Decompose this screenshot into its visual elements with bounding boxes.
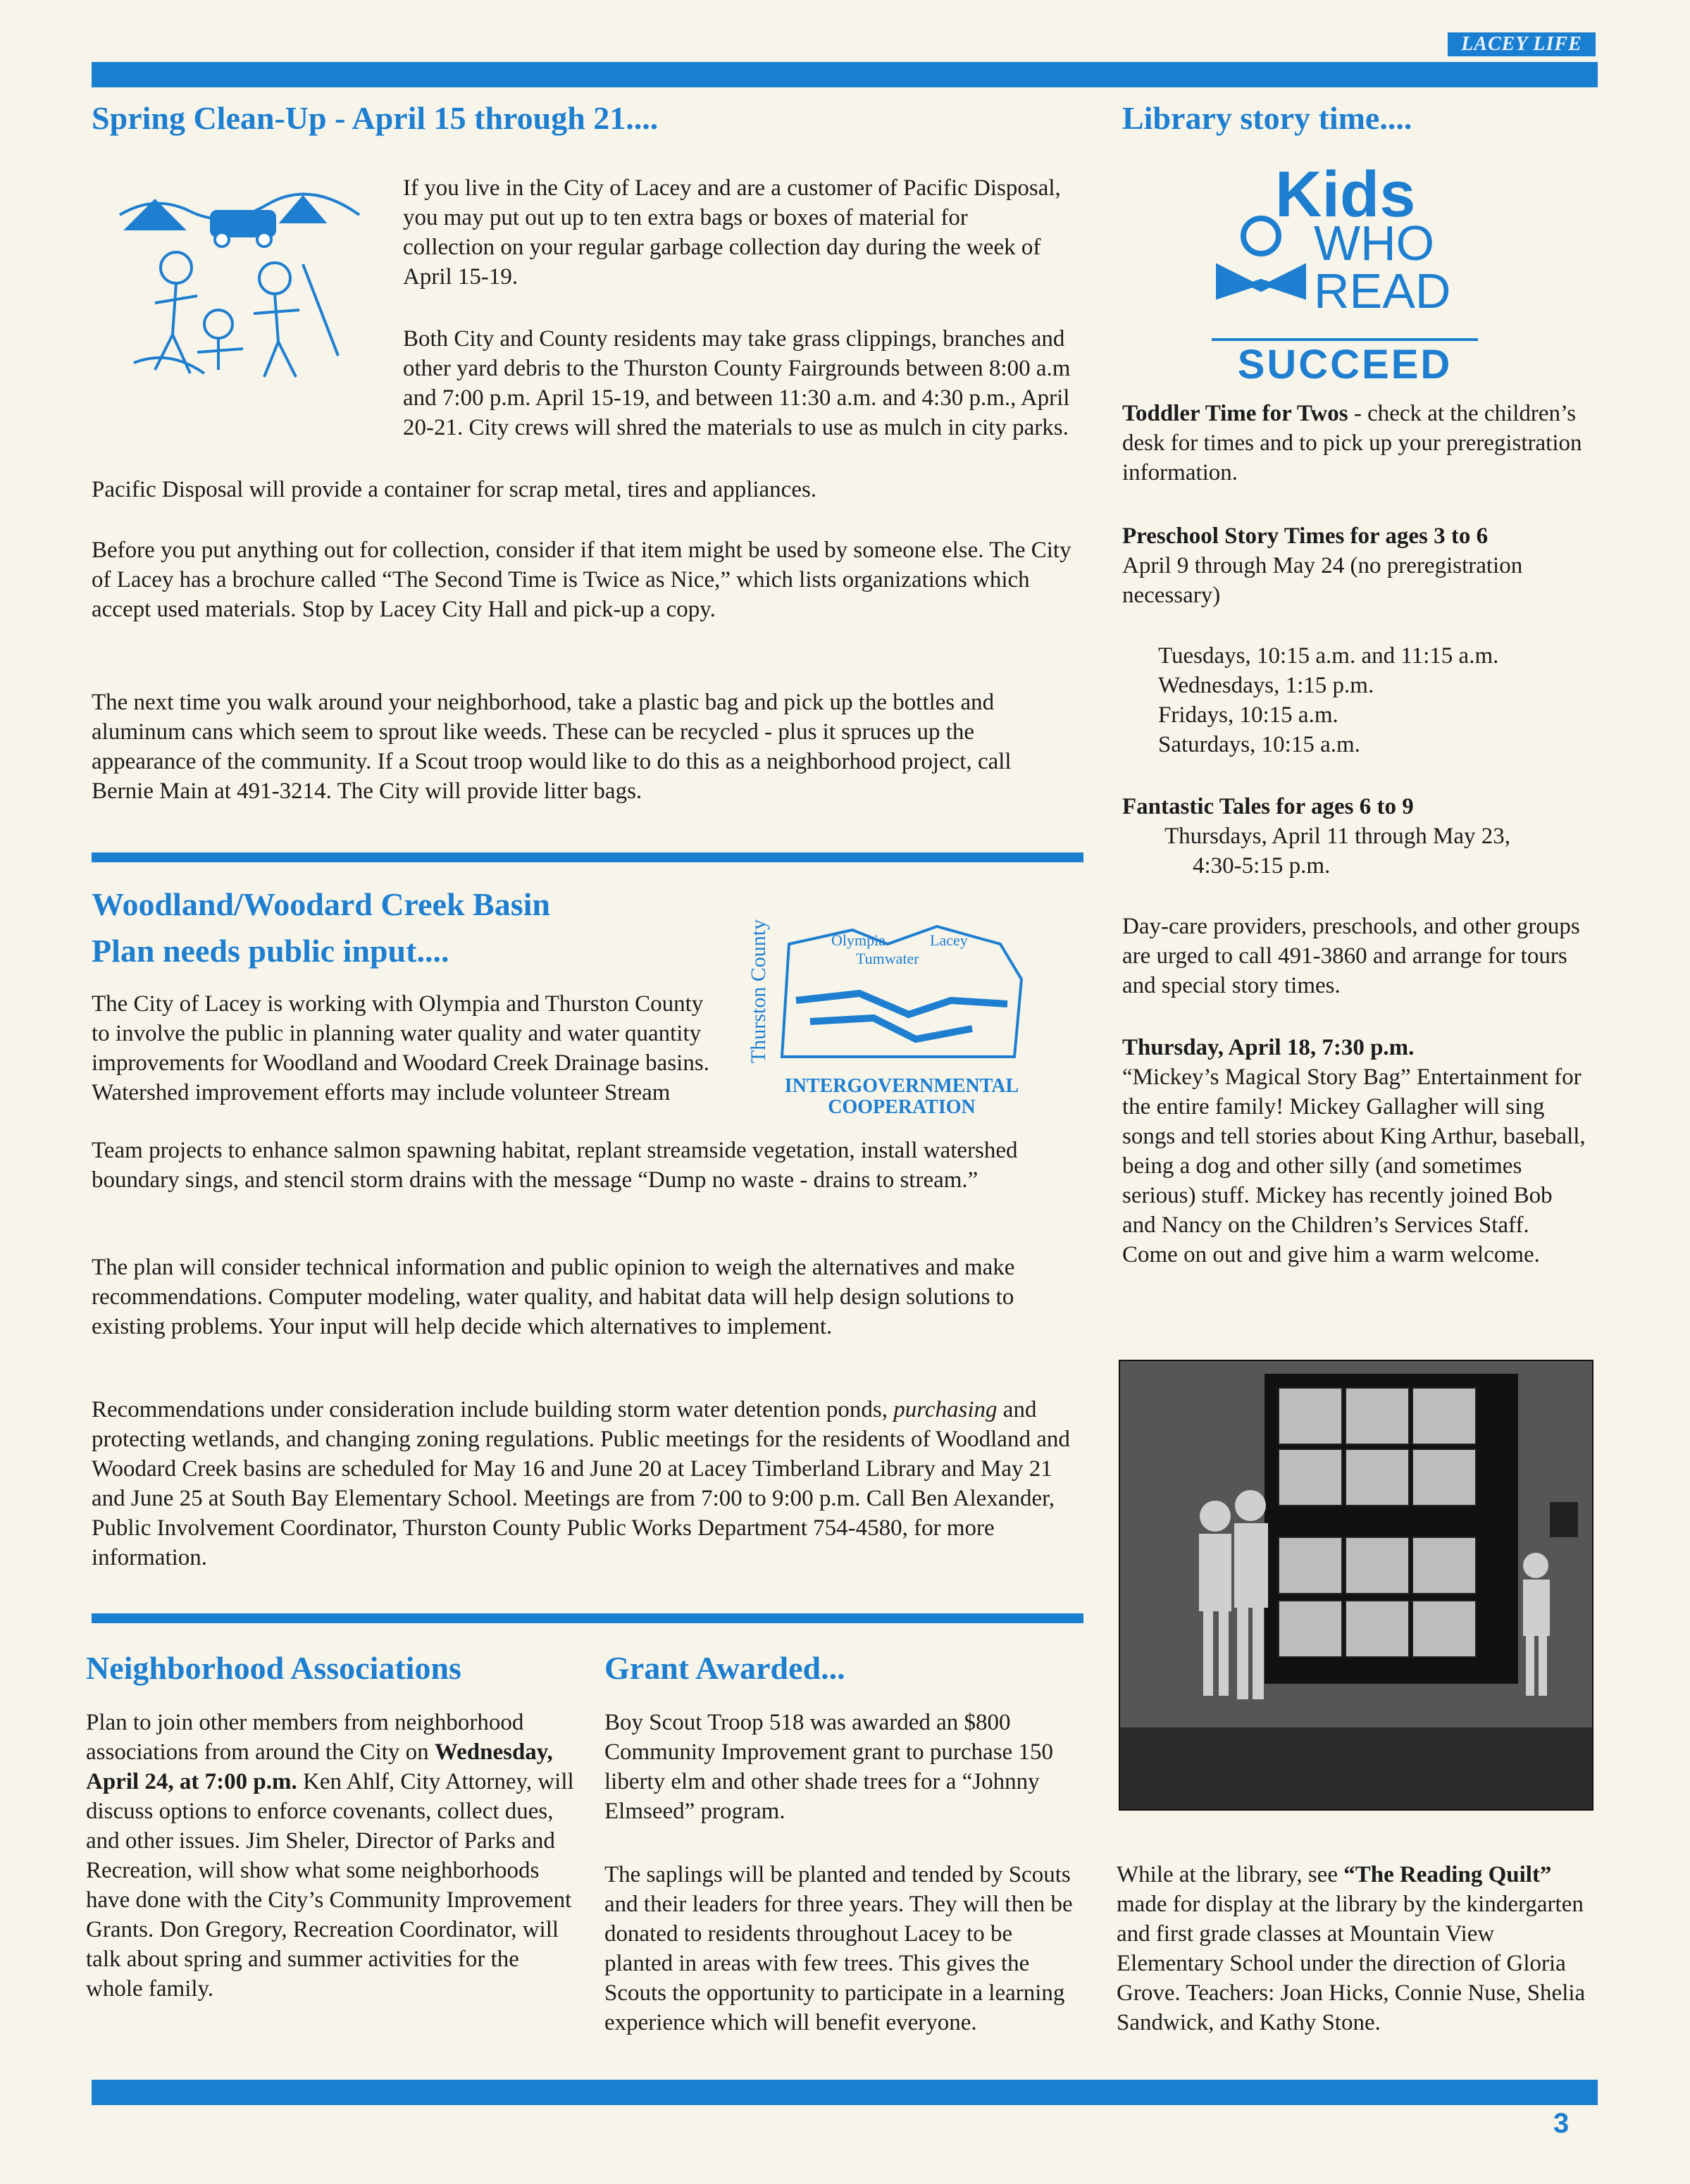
preschool-story-times bbox=[1122, 521, 1587, 610]
reading-quilt-illustration bbox=[1120, 1361, 1592, 1809]
woodland-paragraph-3-end: and protecting wetlands, and changing zoning regulations. Public meetings for the residents of Woodland and Woodard Creek basins are scheduled for May 16 and June 20 at Lacey Timberland Library and May 21 and June 25 at South Bay Elementary School. Meetings are from 7:00 to 9:00 p.m. Call Ben Alexander, Public Involvement Coordinator, Thurston County Public Works Department 754-4580, for more information. bbox=[92, 1397, 1070, 1570]
spring-cleanup-paragraph-3: Before you put anything out for collection, consider if that item might be used by someone else. The City of Lacey has a brochure called “The Second Time is Twice as Nice,” which lists organizations which accept used materials. Stop by Lacey City Hall and pick-up a copy. bbox=[92, 538, 1071, 622]
spring-cleanup-paragraph-2: Both City and County residents may take grass clippings, branches and other yard debris to the Thurston County Fairgrounds between 8:00 a.m and 7:00 p.m. April 15-19, and between 11:30 a.m. and 4:30 p.m., April 20-21. City crews will shred the materials to use as mulch in city parks. bbox=[403, 326, 1071, 440]
neighborhood-paragraph-end: Ken Ahlf, City Attorney, will discuss options to enforce covenants, collect dues, and other issues. Jim Sheler, Director of Parks and Recreation, will show what some neighborhoods have done with the City’s Community Improvement Grants. Don Gregory, Recreation Coordinator, will talk about spring and summer activities for the whole family. bbox=[86, 1769, 574, 2002]
logo-caption-2: COOPERATION bbox=[828, 1096, 976, 1118]
grant-paragraph-2: The saplings will be planted and tended by Scouts and their leaders for three years. They will then be donated to residents throughout Lacey to be planted in areas with few trees. This gives the Scouts the opportunity to participate in a learning experience which will benefit everyone. bbox=[604, 1862, 1073, 2035]
logo-city-lacey: Lacey bbox=[930, 931, 968, 949]
logo-who: WHO bbox=[1314, 216, 1435, 271]
preschool-schedule bbox=[1158, 641, 1498, 759]
mickey-event-text: “Mickey’s Magical Story Bag” Entertainment for the entire family! Mickey Gallagher will sing songs and tell stories about King Arthur, baseball, being a dog and other silly (and sometimes serious) stuff. Mickey has recently joined Bob and Nancy on the Children’s Services Staff. Come on out and give him a warm welcome. bbox=[1122, 1065, 1586, 1267]
spring-cleanup-paragraph-2-tail: Pacific Disposal will provide a container for scrap metal, tires and appliances. bbox=[92, 477, 817, 502]
neighborhood-title: Neighborhood Associations bbox=[86, 1650, 461, 1686]
daycare-paragraph: Day-care providers, preschools, and other groups are urged to call 491-3860 and arrange for tours and special story times. bbox=[1122, 914, 1580, 998]
logo-kids: Kids bbox=[1275, 159, 1416, 230]
preschool-text: April 9 through May 24 (no preregistration necessary) bbox=[1122, 553, 1523, 608]
page-number: 3 bbox=[1553, 2108, 1570, 2139]
top-rule bbox=[92, 62, 1598, 87]
spring-cleanup-title: Spring Clean-Up - April 15 through 21.... bbox=[92, 100, 659, 136]
grant-title: Grant Awarded... bbox=[604, 1650, 845, 1686]
spring-cleanup-paragraph-1: If you live in the City of Lacey and are a customer of Pacific Disposal, you may put out up to ten extra bags or boxes of material for collection on your regular garbage collection day during the week of April 15-19. bbox=[403, 175, 1061, 290]
logo-read: READ bbox=[1314, 263, 1451, 318]
library-title: Library story time.... bbox=[1122, 100, 1412, 136]
logo-rule bbox=[1212, 338, 1478, 341]
masthead: LACEY LIFE bbox=[1448, 32, 1596, 56]
woodland-paragraph-1-tail: Team projects to enhance salmon spawning habitat, replant streamside vegetation, install watershed boundary sings, and stencil storm drains with the message “Dump no waste - drains to stream.” bbox=[92, 1138, 1018, 1193]
fantastic-tales bbox=[1122, 792, 1587, 881]
cleanup-illustration bbox=[113, 173, 366, 384]
toddler-time-title: Toddler Time for Twos bbox=[1122, 401, 1348, 426]
woodland-title-line-1: Woodland/Woodard Creek Basin bbox=[92, 886, 550, 922]
spring-cleanup-paragraph-4: The next time you walk around your neighborhood, take a plastic bag and pick up the bottles and aluminum cans which seem to sprout like weeds. These can be recycled - plus it spruces up the appearance of the community. If a Scout troop would like to do this as a neighborhood project, call Bernie Main at 491-3214. The City will provide litter bags. bbox=[92, 690, 1012, 804]
schedule-saturdays: Saturdays, 10:15 a.m. bbox=[1158, 732, 1360, 757]
section-rule-1 bbox=[92, 852, 1083, 862]
bottom-rule bbox=[92, 2080, 1598, 2105]
reading-quilt-caption bbox=[1117, 1860, 1596, 2037]
mickey-event-date: Thursday, April 18, 7:30 p.m. bbox=[1122, 1035, 1415, 1060]
woodland-paragraph-3-italic: purchasing bbox=[893, 1397, 998, 1422]
grant-paragraph-1: Boy Scout Troop 518 was awarded an $800 Community Improvement grant to purchase 150 liberty elm and other shade trees for a “Johnny Elmseed” program. bbox=[604, 1710, 1053, 1824]
woodland-title-line-2: Plan needs public input.... bbox=[92, 933, 449, 969]
logo-caption-1: INTERGOVERNMENTAL bbox=[784, 1075, 1019, 1097]
schedule-fridays: Fridays, 10:15 a.m. bbox=[1158, 702, 1338, 728]
woodland-paragraph-1: The City of Lacey is working with Olympia and Thurston County to involve the public in planning water quality and water quantity improvements for Woodland and Woodard Creek Drainage basins. Watershed improvement efforts may include volunteer Stream bbox=[92, 991, 709, 1105]
logo-succeed: SUCCEED bbox=[1237, 342, 1453, 387]
woodland-paragraph-2: The plan will consider technical information and public opinion to weigh the alternatives and make recommendations. Computer modeling, water quality, and habitat data will help design solutions to existing problems. Your input will help decide which alternatives to implement. bbox=[92, 1255, 1015, 1339]
reading-quilt-title: “The Reading Quilt” bbox=[1343, 1862, 1552, 1887]
reading-quilt-caption-end: made for display at the library by the kindergarten and first grade classes at Mountain View Elementary School under the direction of Gloria Grove. Teachers: Joan Hicks, Connie Nuse, Shelia Sandwick, and Kathy Stone. bbox=[1117, 1892, 1586, 2035]
woodland-paragraph-3 bbox=[92, 1395, 1078, 1572]
fantastic-tales-dates: Thursdays, April 11 through May 23, bbox=[1164, 824, 1510, 849]
schedule-tuesdays: Tuesdays, 10:15 a.m. and 11:15 a.m. bbox=[1158, 643, 1499, 669]
toddler-time bbox=[1122, 399, 1587, 488]
kids-who-read-logo bbox=[1212, 159, 1479, 387]
reading-quilt-caption-start: While at the library, see bbox=[1117, 1862, 1338, 1887]
woodland-paragraph-3-start: Recommendations under consideration include building storm water detention ponds, bbox=[92, 1397, 888, 1422]
intergovernmental-logo bbox=[726, 916, 1036, 1120]
schedule-wednesdays: Wednesdays, 1:15 p.m. bbox=[1158, 673, 1374, 698]
fantastic-tales-title: Fantastic Tales for ages 6 to 9 bbox=[1122, 794, 1414, 819]
reading-quilt-photo bbox=[1119, 1360, 1593, 1811]
fantastic-tales-times: 4:30-5:15 p.m. bbox=[1193, 853, 1331, 879]
neighborhood-paragraph-start: Plan to join other members from neighborhood associations from around the City on bbox=[86, 1710, 524, 1765]
neighborhood-paragraph bbox=[86, 1708, 579, 2004]
logo-county-label: Thurston County bbox=[747, 919, 771, 1064]
toddler-time-text: - check at the children’s desk for times and to pick up your preregistration information. bbox=[1122, 401, 1582, 485]
logo-city-olympia: Olympia bbox=[831, 931, 886, 949]
preschool-title: Preschool Story Times for ages 3 to 6 bbox=[1122, 523, 1489, 549]
neighborhood-meeting-date: Wednesday, April 24, at 7:00 p.m. bbox=[86, 1739, 553, 1794]
logo-city-tumwater: Tumwater bbox=[856, 950, 919, 967]
mickey-event bbox=[1122, 1033, 1587, 1270]
handshake-map-icon bbox=[768, 916, 1036, 1078]
section-rule-2 bbox=[92, 1613, 1083, 1623]
